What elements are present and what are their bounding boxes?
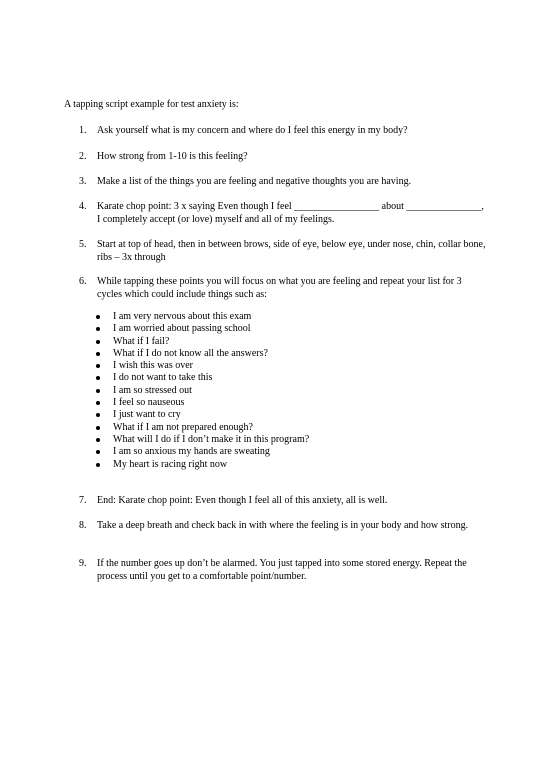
list-item-step-4 [79, 200, 489, 226]
step-number: 3. [79, 176, 87, 187]
bullet-item: I just want to cry [94, 409, 474, 421]
step-text: Make a list of the things you are feeling and negative thoughts you are having. [97, 176, 412, 187]
bullet-icon [96, 327, 100, 331]
step-number: 4. [79, 201, 87, 212]
step-number: 1. [79, 125, 87, 136]
step-number: 9. [79, 558, 87, 569]
bullet-icon [96, 376, 100, 380]
bullet-item: I am so stressed out [94, 385, 474, 397]
list-item-step-5 [79, 238, 489, 264]
step-text: How strong from 1-10 is this feeling? [97, 151, 248, 162]
step-text: End: Karate chop point: Even though I feel all of this anxiety, all is well. [97, 495, 388, 506]
step-text: Karate chop point: 3 x saying Even though I feel _________________ about _______________, I completely accept (or love) myself and all of my feelings. [97, 201, 484, 225]
step-text: While tapping these points you will focus on what you are feeling and repeat your list for 3 cycles which could include things such as: [97, 276, 462, 300]
bullet-icon [96, 463, 100, 467]
list-item-step-8 [79, 519, 489, 532]
step-number: 2. [79, 151, 87, 162]
bullet-item: What will I do if I don’t make it in this program? [94, 434, 474, 446]
list-item-step-7 [79, 494, 489, 507]
bullet-icon [96, 401, 100, 405]
bullet-item: I am very nervous about this exam [94, 311, 474, 323]
list-item-step-3 [79, 175, 489, 188]
bullet-icon [96, 413, 100, 417]
bullet-icon [96, 450, 100, 454]
bullet-item: What if I am not prepared enough? [94, 422, 474, 434]
step-text: If the number goes up don’t be alarmed. You just tapped into some stored energy. Repeat the process until you get to a comfortable point/number. [97, 558, 467, 582]
bullet-icon [96, 438, 100, 442]
step-number: 7. [79, 495, 87, 506]
step-text: Take a deep breath and check back in with where the feeling is in your body and how strong. [97, 520, 469, 531]
list-item-step-1 [79, 124, 489, 137]
step-text: Start at top of head, then in between brows, side of eye, below eye, under nose, chin, collar bone, ribs – 3x through [97, 239, 486, 263]
bullet-icon [96, 389, 100, 393]
step-number: 8. [79, 520, 87, 531]
bullet-icon [96, 340, 100, 344]
step-number: 5. [79, 239, 87, 250]
bullet-item: I feel so nauseous [94, 397, 474, 409]
bullet-icon [96, 315, 100, 319]
bullet-icon [96, 352, 100, 356]
list-item-step-6 [79, 275, 489, 301]
step-text: Ask yourself what is my concern and where do I feel this energy in my body? [97, 125, 408, 136]
intro-text: A tapping script example for test anxiety is: [64, 99, 239, 110]
bullet-item: I am so anxious my hands are sweating [94, 446, 474, 458]
bullet-item: I wish this was over [94, 360, 474, 372]
bullet-item: I do not want to take this [94, 372, 474, 384]
bullet-list [94, 311, 474, 471]
list-item-step-2 [79, 150, 489, 163]
bullet-item: What if I fail? [94, 336, 474, 348]
bullet-item: I am worried about passing school [94, 323, 474, 335]
step-number: 6. [79, 276, 87, 287]
bullet-item: My heart is racing right now [94, 459, 474, 471]
bullet-icon [96, 426, 100, 430]
list-item-step-9 [79, 557, 489, 583]
bullet-item: What if I do not know all the answers? [94, 348, 474, 360]
bullet-icon [96, 364, 100, 368]
